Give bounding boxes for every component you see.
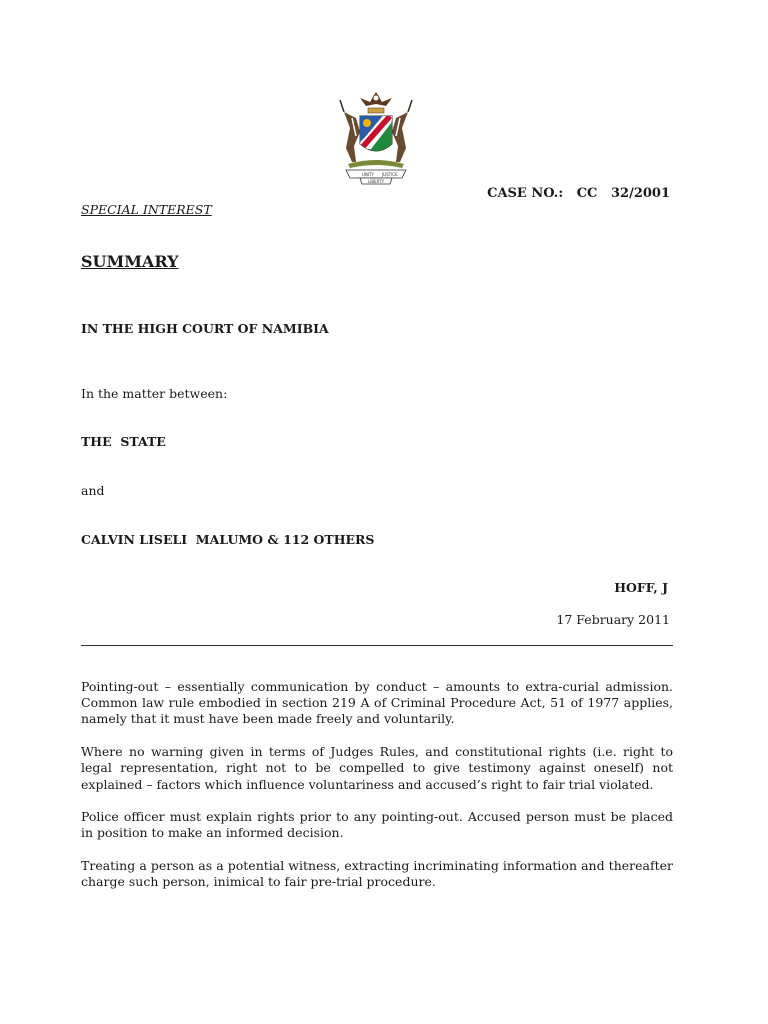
- respondent-party: CALVIN LISELI MALUMO & 112 OTHERS: [81, 532, 375, 547]
- case-number: [487, 186, 670, 201]
- matter-intro: In the matter between:: [81, 386, 228, 401]
- special-interest-label: SPECIAL INTEREST: [81, 202, 212, 217]
- case-number-value: CC 32/2001: [576, 186, 670, 201]
- svg-text:LIBERTY: LIBERTY: [368, 179, 385, 184]
- summary-paragraph: Treating a person as a potential witness, extracting incriminating information and thereafter charge such person, inimical to fair pre-trial procedure.: [81, 858, 673, 890]
- horizontal-divider: [81, 645, 673, 646]
- court-name: IN THE HIGH COURT OF NAMIBIA: [81, 321, 329, 336]
- summary-title: SUMMARY: [81, 252, 179, 271]
- svg-text:UNITY: UNITY: [362, 172, 374, 177]
- judge-name: HOFF, J: [614, 580, 668, 595]
- summary-paragraph: Pointing-out – essentially communication by conduct – amounts to extra-curial admission. Common law rule embodied in section 219 A of Criminal Procedure Act, 51 of 1977 applies, namely that it must have been made freely and voluntarily.: [81, 679, 673, 727]
- summary-paragraph: Where no warning given in terms of Judges Rules, and constitutional rights (i.e. right to legal representation, right not to be compelled to give testimony against oneself) not explained – factors which influence voluntariness and accused’s right to fair trial violated.: [81, 744, 673, 792]
- namibia-coat-of-arms-icon: [330, 88, 422, 186]
- judgment-date: 17 February 2011: [556, 612, 670, 627]
- case-number-label: CASE NO.:: [487, 186, 564, 201]
- summary-body: [81, 679, 673, 907]
- applicant-party: THE STATE: [81, 434, 166, 449]
- party-conjunction: and: [81, 483, 105, 498]
- svg-text:JUSTICE: JUSTICE: [382, 172, 398, 177]
- summary-paragraph: Police officer must explain rights prior to any pointing-out. Accused person must be placed in position to make an informed decision.: [81, 809, 673, 841]
